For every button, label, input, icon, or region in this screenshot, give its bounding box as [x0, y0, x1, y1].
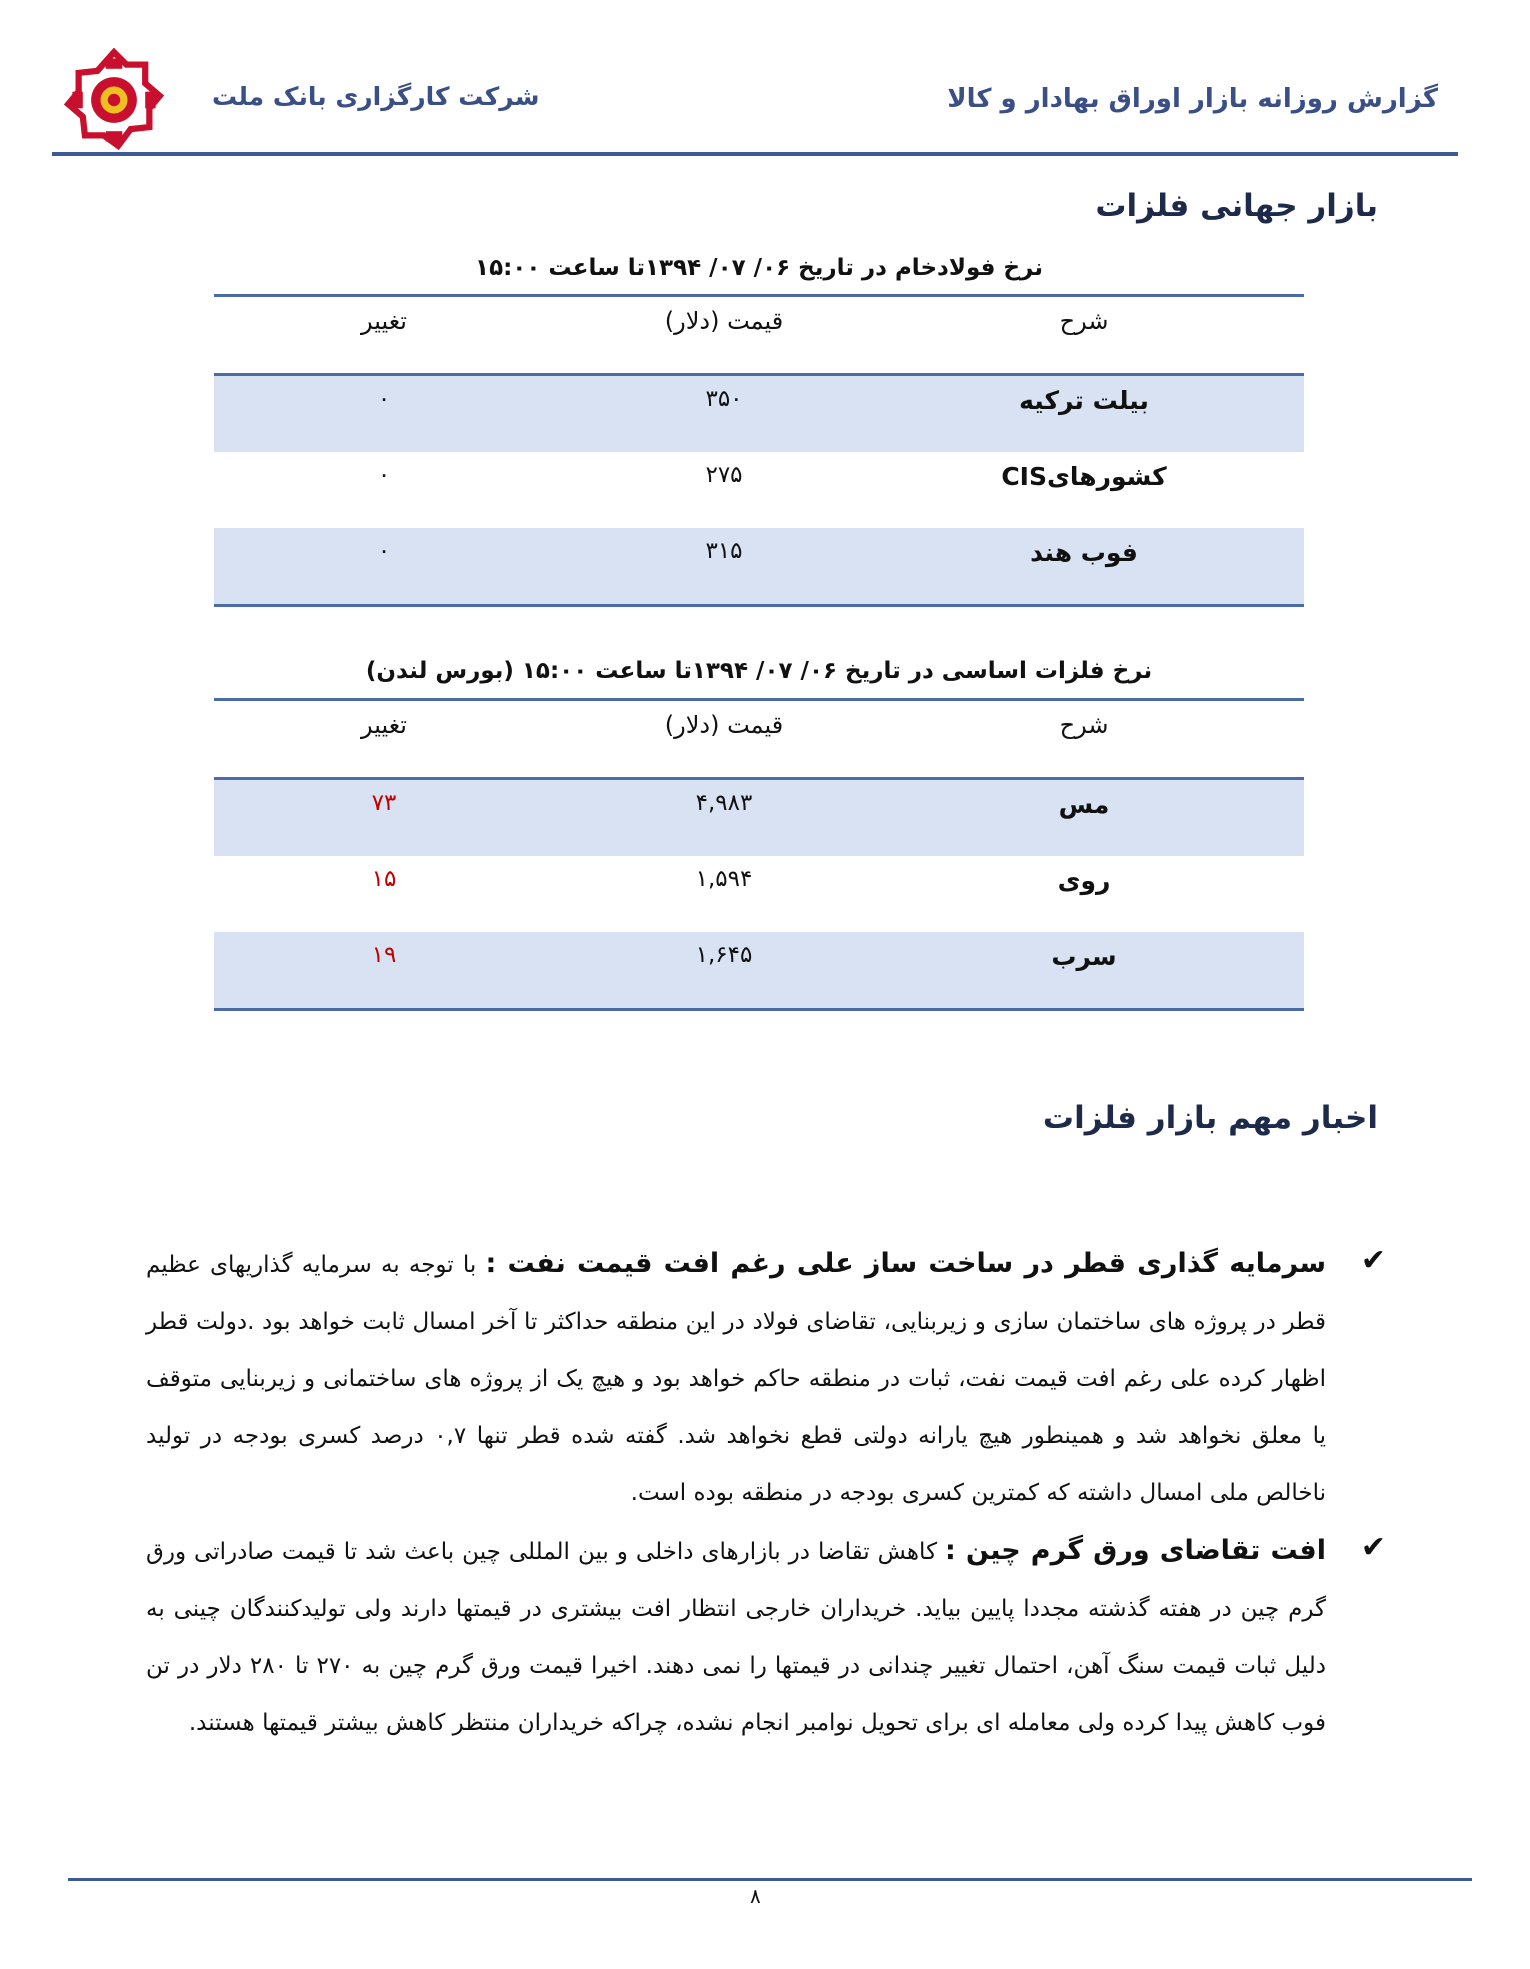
header-description: شرح [1059, 711, 1109, 739]
footer-divider [68, 1878, 1472, 1881]
news-item [146, 1522, 1386, 1752]
row-name: مس [1058, 790, 1110, 819]
header-price: قیمت (دلار) [664, 307, 784, 335]
news-headline: سرمایه گذاری قطر در ساخت ساز علی رغم افت قیمت نفت : [485, 1248, 1326, 1279]
header-description: شرح [1059, 307, 1109, 335]
row-price: ۴,۹۸۳ [695, 790, 753, 816]
header-change: تغییر [361, 307, 407, 335]
report-title: گزارش روزانه بازار اوراق بهادار و کالا [947, 84, 1438, 114]
table-header-row [214, 297, 1304, 373]
row-change: ۱۵ [371, 866, 397, 892]
page-number: ۸ [750, 1884, 761, 1908]
row-name: سرب [1051, 942, 1117, 971]
news-body: کاهش تقاضا در بازارهای داخلی و بین المللی چین باعث شد تا قیمت صادراتی ورق گرم چین در هفته گذشته مجددا پایین بیاید. خریداران خارجی انتظار افت بیشتری در قیمتها دارند ولی تولیدکنندگان چینی به دلیل ثبات قیمت سنگ آهن، احتمال تغییر چندانی در قیمتها را نمی دهند. اخیرا قیمت ورق گرم چین به ۲۷۰ تا ۲۸۰ دلار در تن فوب کاهش پیدا کرده ولی معامله ای برای تحویل نوامبر انجام نشده، چراکه خریداران منتظر کاهش بیشتر قیمتها هستند. [146, 1539, 1326, 1736]
table-header-row [214, 701, 1304, 777]
table-row [214, 452, 1304, 528]
table-row [214, 376, 1304, 452]
row-change: ۰ [377, 538, 391, 564]
bank-mellat-logo-icon [62, 48, 166, 152]
table1-caption: نرخ فولادخام در تاریخ ۰۶/ ۰۷/ ۱۳۹۴تا ساعت ۱۵:۰۰ [475, 255, 1043, 281]
row-name: فوب هند [1030, 538, 1138, 567]
table-row [214, 932, 1304, 1008]
checkmark-icon: ✔ [1360, 1243, 1386, 1278]
section-title-metals-market: بازار جهانی فلزات [1095, 188, 1378, 224]
section-title-metals-news: اخبار مهم بازار فلزات [1042, 1100, 1378, 1136]
header-price: قیمت (دلار) [664, 711, 784, 739]
header-divider [52, 152, 1458, 156]
news-item [146, 1235, 1386, 1522]
table-row [214, 780, 1304, 856]
table-row [214, 528, 1304, 604]
table-row [214, 856, 1304, 932]
row-price: ۱,۵۹۴ [695, 866, 753, 892]
row-name: روی [1057, 866, 1111, 895]
company-name: شرکت کارگزاری بانک ملت [212, 82, 540, 111]
news-body: با توجه به سرمایه گذاریهای عظیم قطر در پروژه های ساختمان سازی و زیربنایی، تقاضای فولاد در این منطقه حداکثر تا آخر امسال ثابت خواهد بود .دولت قطر اظهار کرده علی رغم افت قیمت نفت، ثبات در منطقه حاکم خواهد بود و هیچ یک از پروژه های ساختمانی و زیربنایی متوقف یا معلق نخواهد شد و همینطور هیچ یارانه دولتی قطع نخواهد شد. گفته شده قطر تنها ۰,۷ درصد کسری بودجه در تولید ناخالص ملی امسال داشته که کمترین کسری بودجه در منطقه بوده است. [146, 1252, 1326, 1506]
steel-price-table [214, 294, 1304, 607]
row-change: ۱۹ [371, 942, 397, 968]
table2-caption: نرخ فلزات اساسی در تاریخ ۰۶/ ۰۷/ ۱۳۹۴تا ساعت ۱۵:۰۰ (بورس لندن) [365, 658, 1153, 684]
row-price: ۳۵۰ [705, 386, 743, 412]
row-price: ۲۷۵ [705, 462, 743, 488]
row-name: کشورهایCIS [1001, 462, 1167, 491]
header-change: تغییر [361, 711, 407, 739]
row-name: بیلت ترکیه [1019, 386, 1149, 415]
row-change: ۰ [377, 386, 391, 412]
row-price: ۳۱۵ [705, 538, 743, 564]
base-metals-table [214, 698, 1304, 1011]
news-headline: افت تقاضای ورق گرم چین : [945, 1535, 1326, 1566]
row-price: ۱,۶۴۵ [695, 942, 753, 968]
news-list [146, 1235, 1386, 1752]
checkmark-icon: ✔ [1360, 1530, 1386, 1565]
row-change: ۰ [377, 462, 391, 488]
row-change: ۷۳ [371, 790, 397, 816]
